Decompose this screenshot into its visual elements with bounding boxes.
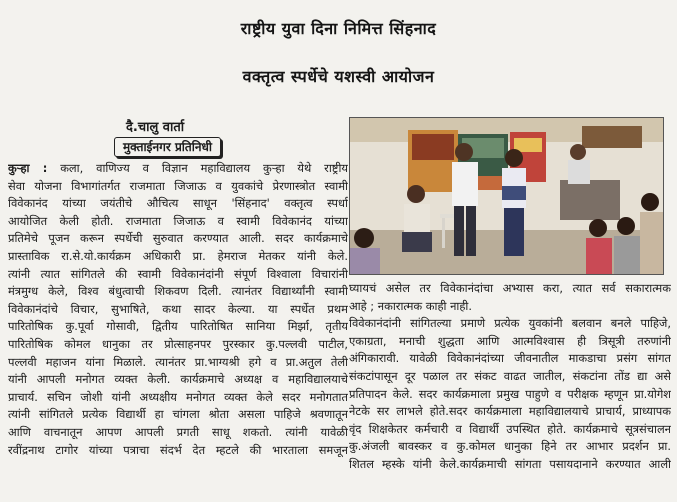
article-line: सेवा योजना विभागांतर्गत राजमाता जिजाऊ व युवकांचे प्रेरणास्त्रोत स्वामी — [8, 178, 348, 193]
article-line: प्रतिमेचे पूजन करून स्पर्धेची सुरुवात करण्यात आली. सदर कार्यक्रमाचे — [8, 231, 348, 246]
article-line: नेटके सर लाभले होते.सदर कार्यक्रमाला महाविद्यालयाचे प्राचार्य, प्राध्यापक — [349, 404, 671, 419]
article-line: संकटांपासून दूर पळाल तर संकट वाढत जातील, संकटांना तोंड द्या असे — [349, 368, 671, 383]
article-line: प्राचार्य. सचिन जोशी यांनी अध्यक्षीय मनोगत व्यक्त केले सदर मनोगतात — [8, 389, 348, 404]
article-line: वृंद शिक्षकेतर कर्मचारी व विद्यार्थी उपस्थित होते. कार्यक्रमाचे सूत्रसंचालन — [349, 421, 671, 436]
article-line: पारितोषिक कु.पूर्वा गोसावी, द्वितीय पारितोषित सानिया मिर्झा, तृतीय — [8, 319, 348, 334]
article-line: त्यांनी सांगितले प्रत्येक विद्यार्थी हा चांगला श्रोता असला पाहिजे श्रवणातून — [8, 407, 348, 422]
article-line: विवेकानंद यांच्या जयंतीचे औचित्य साधून 'सिंहनाद' वक्तृत्व स्पर्धा — [8, 196, 348, 211]
article-line: मंत्रमुग्ध केले, विश्व बंधुत्वाची शिकवण दिली. त्यानंतर विद्यार्थ्यांनी स्वामी — [8, 284, 348, 299]
dateline-place: कुऱ्हा : — [8, 161, 48, 175]
article-line: प्रतिपादन केले. सदर कार्यक्रमाला प्रमुख पाहुणे व परीक्षक म्हणून प्रा.योगेश — [349, 386, 671, 401]
event-photo — [349, 117, 664, 275]
article-line: प्रास्ताविक रा.से.यो.कार्यक्रम अधिकारी प्रा. हेमराज मेतकर यांनी केले. — [8, 248, 348, 263]
edition-badge: मुक्ताईनगर प्रतिनिधी — [114, 137, 221, 157]
article-line: पल्लवी महाजन यांना मिळाले. त्यानंतर प्रा.भाग्यश्री हगे व प्रा.अतुल तेली — [8, 354, 348, 369]
article-first-line — [8, 160, 348, 178]
headline-line-1: राष्ट्रीय युवा दिना निमित्त सिंहनाद — [240, 19, 437, 38]
article-line: शितल म्हस्के यांनी केले.कार्यक्रमाची सांगता पसायदानाने करण्यात आली — [349, 456, 671, 471]
article-line: घ्यायचं असेल तर विवेकानंदांचा अभ्यास करा, त्यात सर्व सकारात्मक — [349, 281, 671, 295]
article-line: आहे ; नकारात्मक काही नाही. — [349, 298, 472, 313]
article-line: कु.अंजली बावस्कर व कु.कोमल धानुका हिने तर आभार प्रदर्शन प्रा. — [349, 439, 671, 454]
article-line: अंगिकारावी. यावेळी विवेकानंदांच्या जीवनातील माकडाचा प्रसंग सांगत — [349, 351, 671, 366]
article-line: एकाग्रता, मनाची शुद्धता आणि आत्मविश्वास ही त्रिसूत्री तरुणांनी — [349, 333, 671, 348]
article-line: आणि वाचनातून आपण आपली प्रगती साधू शकतो. त्यांनी यावेळी — [8, 424, 348, 439]
article-line: कला, वाणिज्य व विज्ञान महाविद्यालय कुऱ्हा येथे राष्ट्रीय — [47, 161, 348, 175]
article-column-right — [349, 280, 671, 474]
newspaper-source: दै.चालु वार्ता — [126, 120, 185, 135]
article-line: आयोजित केली होती. राजमाता जिजाऊ व स्वामी विवेकानंद यांच्या — [8, 213, 348, 228]
event-photo-illustration — [350, 118, 663, 274]
article-line: रवींद्रनाथ टागोर यांच्या पत्राचा संदर्भ देत म्हटले की भारताला समजून — [8, 442, 348, 457]
article-line: त्यांनी त्यात सांगितले की स्वामी विवेकानंदांनी संपूर्ण विश्वाला विचारांनी — [8, 266, 348, 281]
article-column-left — [8, 160, 348, 459]
article-line: यांनी आपली मनोगत व्यक्त केली. कार्यक्रमाचे अध्यक्ष व महाविद्यालयाचे — [8, 372, 348, 387]
article-line: पारितोषिक कोमल धानुका तर प्रोत्साहनपर पुरस्कार कु.पल्लवी पाटील, — [8, 336, 348, 351]
article-line: विवेकानंदांनी सांगितल्या प्रमाणे प्रत्येक युवकांनी बलवान बनले पाहिजे, — [349, 316, 671, 331]
headline-line-2: वक्तृत्व स्पर्धेचे यशस्वी आयोजन — [242, 67, 435, 86]
article-line: विवेकानंदांचे विचार, सुभाषिते, कथा सादर केल्या. या स्पर्धेत प्रथम — [8, 301, 348, 316]
